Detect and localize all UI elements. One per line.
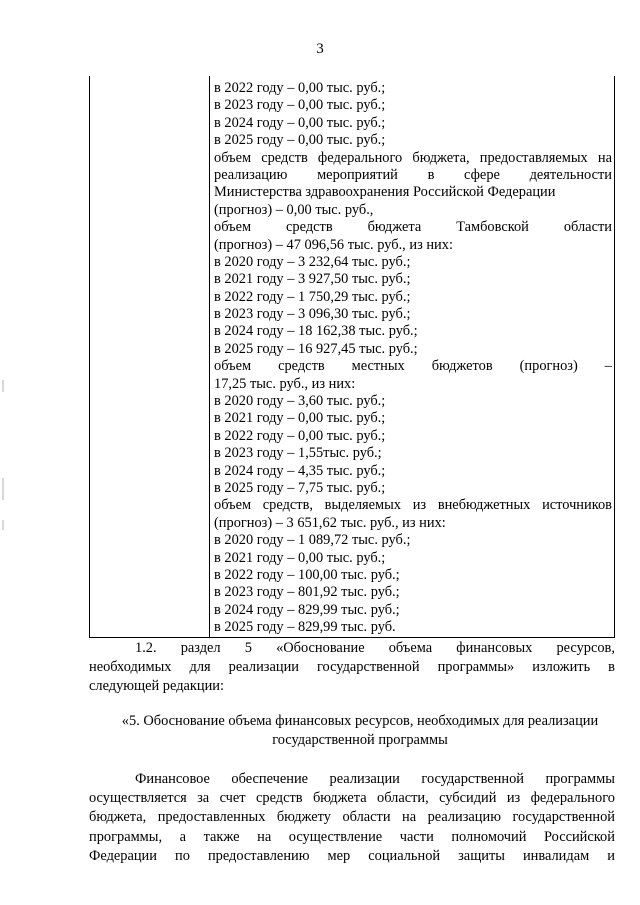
word: Федерации bbox=[89, 847, 157, 864]
word: на bbox=[597, 149, 612, 166]
text-line: в 2021 году – 3 927,50 тыс. руб.; bbox=[214, 271, 411, 288]
text-line: в 2022 году – 0,00 тыс. руб.; bbox=[214, 427, 386, 444]
text-line: в 2021 году – 0,00 тыс. руб.; bbox=[214, 410, 386, 427]
text-line: в 2020 году – 3,60 тыс. руб.; bbox=[214, 393, 386, 410]
text-line bbox=[214, 167, 612, 184]
word: субсидий bbox=[439, 790, 497, 807]
word: программы bbox=[545, 771, 615, 787]
word: осуществление bbox=[288, 828, 383, 845]
word: также bbox=[203, 828, 240, 845]
text-line: в 2024 году – 4,35 тыс. руб.; bbox=[214, 462, 386, 479]
word: государственной bbox=[512, 809, 615, 826]
word: Российской bbox=[544, 828, 615, 845]
word: 1.2. bbox=[135, 640, 157, 656]
text-line: в 2023 году – 1,55тыс. руб.; bbox=[214, 445, 382, 462]
word: реализации bbox=[228, 659, 299, 676]
text-line: Министерства здравоохранения Российской Федерации bbox=[214, 184, 556, 201]
text-line: в 2020 году – 3 232,64 тыс. руб.; bbox=[214, 253, 411, 270]
word: бюджета, bbox=[89, 809, 147, 826]
text-line: (прогноз) – 0,00 тыс. руб., bbox=[214, 201, 374, 218]
word: средств bbox=[278, 358, 325, 375]
word: области bbox=[342, 809, 391, 826]
word: защиты bbox=[458, 847, 505, 864]
word: в bbox=[427, 166, 435, 183]
word: государственной bbox=[421, 771, 524, 787]
word: федерального bbox=[317, 149, 403, 166]
word: области, bbox=[377, 790, 429, 807]
word: предоставляемых bbox=[479, 149, 588, 166]
text-line bbox=[89, 639, 615, 658]
word: бюджета, bbox=[412, 149, 470, 166]
text-line bbox=[89, 789, 615, 808]
word: объем bbox=[214, 497, 252, 514]
word: в bbox=[608, 659, 615, 676]
word: бюджету bbox=[276, 809, 331, 826]
word: счет bbox=[219, 790, 246, 807]
table-column-divider bbox=[209, 76, 210, 637]
text-line: 17,25 тыс. руб., из них: bbox=[214, 375, 356, 392]
word: обеспечение bbox=[231, 771, 309, 787]
word: средств bbox=[286, 219, 333, 236]
page-number: 3 bbox=[316, 41, 324, 57]
word: объема bbox=[388, 640, 433, 656]
word: источников bbox=[542, 497, 612, 514]
word: и bbox=[607, 847, 615, 864]
word: социальной bbox=[368, 847, 441, 864]
funding-paragraph bbox=[89, 770, 615, 866]
passport-table bbox=[89, 76, 615, 638]
word: средств bbox=[261, 149, 308, 166]
word: внебюджетных bbox=[437, 497, 531, 514]
word: программы, bbox=[89, 828, 163, 845]
text-line bbox=[214, 358, 612, 375]
word: государственной bbox=[317, 659, 420, 676]
word: на bbox=[402, 809, 417, 826]
word: – bbox=[604, 358, 612, 375]
margin-scan-mark bbox=[2, 478, 4, 500]
word: области bbox=[563, 219, 612, 236]
word: реализацию bbox=[214, 166, 288, 183]
word: федерального bbox=[530, 790, 615, 807]
text-line: в 2025 году – 0,00 тыс. руб.; bbox=[214, 132, 386, 149]
word: мер bbox=[327, 847, 351, 864]
section-5-heading bbox=[100, 712, 620, 750]
word: реализацию bbox=[427, 809, 501, 826]
word: за bbox=[197, 790, 210, 807]
text-line: в 2024 году – 18 162,38 тыс. руб.; bbox=[214, 323, 418, 340]
text-line: (прогноз) – 3 651,62 тыс. руб., из них: bbox=[214, 514, 446, 531]
word: раздел bbox=[180, 640, 221, 656]
word: части bbox=[399, 828, 434, 845]
word: Тамбовской bbox=[456, 219, 529, 236]
text-line bbox=[89, 847, 615, 866]
amendment-paragraph-1-2 bbox=[89, 639, 615, 697]
word: объем bbox=[214, 358, 252, 375]
text-line: в 2021 году – 0,00 тыс. руб.; bbox=[214, 549, 386, 566]
word: (прогноз) bbox=[519, 358, 578, 375]
word: мероприятий bbox=[317, 166, 398, 183]
text-line bbox=[214, 150, 612, 167]
word: средств, bbox=[262, 497, 313, 514]
section-5-heading-line-2: государственной программы bbox=[272, 732, 448, 749]
word: полномочий bbox=[451, 828, 527, 845]
text-line: в 2022 году – 0,00 тыс. руб.; bbox=[214, 80, 386, 96]
word: бюджетов bbox=[431, 358, 493, 375]
word: местных bbox=[351, 358, 405, 375]
word: для bbox=[189, 659, 211, 676]
word: предоставленных bbox=[157, 809, 266, 826]
text-line: в 2024 году – 829,99 тыс. руб.; bbox=[214, 601, 400, 618]
word: «Обоснование bbox=[276, 640, 365, 656]
word: инвалидам bbox=[522, 847, 590, 864]
word: средств bbox=[255, 790, 303, 807]
word: осуществляется bbox=[89, 790, 187, 807]
word: Финансовое bbox=[135, 771, 210, 787]
word: 5 bbox=[244, 640, 252, 656]
word: из bbox=[506, 790, 521, 807]
text-line bbox=[214, 219, 612, 236]
margin-scan-mark bbox=[2, 380, 4, 392]
word: выделяемых bbox=[324, 497, 402, 514]
text-line bbox=[214, 497, 612, 514]
word: изложить bbox=[532, 659, 591, 676]
word: а bbox=[179, 828, 187, 845]
word: бюджета bbox=[367, 219, 422, 236]
word: по bbox=[175, 847, 190, 864]
text-line: в 2025 году – 829,99 тыс. руб. bbox=[214, 619, 396, 636]
text-line: в 2022 году – 1 750,29 тыс. руб.; bbox=[214, 288, 411, 305]
word: из bbox=[412, 497, 427, 514]
word: ресурсов, bbox=[556, 640, 615, 656]
word: бюджета bbox=[312, 790, 367, 807]
text-line: в 2020 году – 1 089,72 тыс. руб.; bbox=[214, 532, 411, 549]
text-line bbox=[89, 828, 615, 847]
word: предоставлению bbox=[207, 847, 310, 864]
word: на bbox=[257, 828, 272, 845]
margin-scan-mark bbox=[2, 520, 4, 530]
word: необходимых bbox=[89, 659, 172, 676]
word: финансовых bbox=[456, 640, 533, 656]
word: деятельности bbox=[529, 166, 612, 183]
text-line bbox=[89, 658, 615, 677]
text-line: в 2025 году – 7,75 тыс. руб.; bbox=[214, 479, 386, 496]
funding-volume-cell bbox=[214, 80, 612, 637]
word: сфере bbox=[464, 166, 500, 183]
text-line: в 2025 году – 16 927,45 тыс. руб.; bbox=[214, 340, 418, 357]
text-line: в 2022 году – 100,00 тыс. руб.; bbox=[214, 566, 400, 583]
text-line: в 2024 году – 0,00 тыс. руб.; bbox=[214, 114, 386, 131]
word: реализации bbox=[329, 771, 400, 787]
text-line: в 2023 году – 0,00 тыс. руб.; bbox=[214, 97, 386, 114]
text-line bbox=[89, 808, 615, 827]
text-line: (прогноз) – 47 096,56 тыс. руб., из них: bbox=[214, 236, 453, 253]
text-line: в 2023 году – 3 096,30 тыс. руб.; bbox=[214, 306, 411, 323]
word: объем bbox=[214, 219, 252, 236]
word: объем bbox=[214, 149, 252, 166]
section-5-heading-line-1: «5. Обоснование объема финансовых ресурсов, необходимых для реализации bbox=[121, 713, 599, 729]
text-line: следующей редакции: bbox=[89, 678, 224, 695]
text-line bbox=[89, 770, 615, 789]
word: программы» bbox=[437, 659, 515, 676]
text-line: в 2023 году – 801,92 тыс. руб.; bbox=[214, 584, 400, 601]
